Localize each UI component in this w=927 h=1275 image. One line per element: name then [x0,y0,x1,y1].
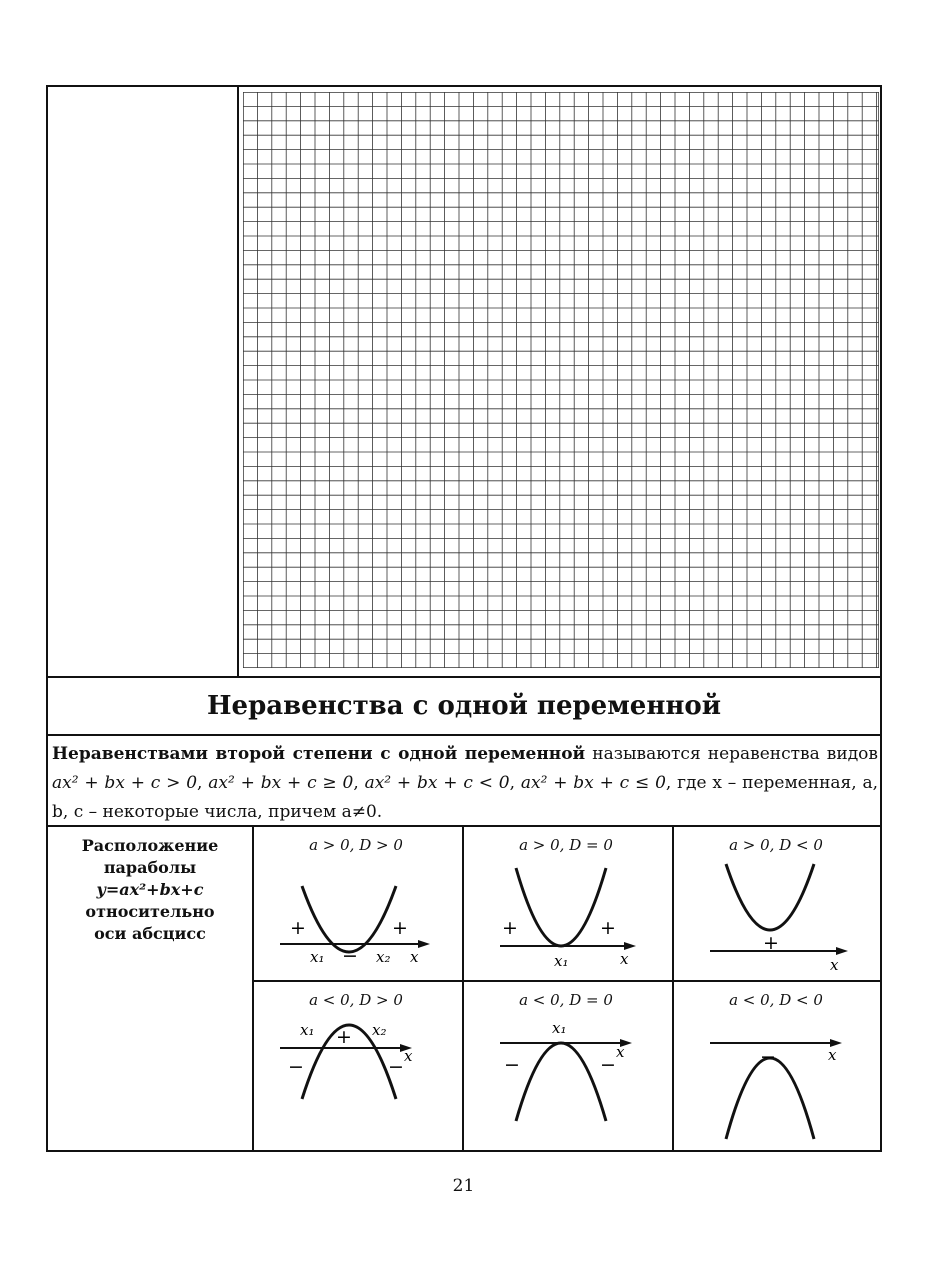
parabola-diagram-2 [464,860,672,978]
parabola-diagram-6 [674,1013,882,1149]
inequality-form-1: ax² + bx + c > 0 [52,773,198,793]
sign-plus: + [763,932,779,954]
axis-label-x: x [828,1046,837,1064]
side-label-formula: y=ax²+bx+c [96,880,204,899]
definition-text-1: называются неравенства видов [585,744,878,764]
root-label-x1: x₁ [554,952,569,970]
sign-plus: + [600,917,616,939]
case-condition-5: a < 0, D = 0 [519,991,613,1009]
inequality-form-2: ax² + bx + c ≥ 0 [208,773,354,793]
grid-left-border [237,85,239,677]
sign-plus: + [336,1026,352,1048]
sign-minus: − [760,1046,776,1068]
parabola-diagram-5 [464,1013,672,1149]
sign-minus: − [288,1056,304,1078]
axis-label-x: x [616,1043,625,1061]
case-condition-6: a < 0, D < 0 [729,991,823,1009]
sign-minus: − [504,1054,520,1076]
sign-plus: + [392,917,408,939]
root-label-x1: x₁ [300,1021,315,1039]
definition-paragraph: Неравенствами второй степени с одной переменной называются неравенства видов ax² + bx + c > 0, ax² + bx + c ≥ 0, ax² + bx + c < 0, ax² + bx + c ≤ 0, где x – переменная, a, b, c – некоторые числа, причем a≠0. [52,744,879,822]
axis-label-x: x [404,1047,413,1065]
parabola-diagram-3 [674,860,882,978]
case-condition-1: a > 0, D > 0 [309,836,403,854]
parabola-diagram-1 [254,860,462,978]
side-label-line: относительно [85,902,215,921]
definition-term: Неравенствами второй степени с одной переменной [52,744,586,764]
heading-bottom-border [46,734,882,736]
case-condition-4: a < 0, D > 0 [309,991,403,1009]
sign-minus: − [600,1054,616,1076]
axis-label-x: x [410,948,419,966]
case-condition-2: a > 0, D = 0 [519,836,613,854]
table-row-divider [252,980,882,982]
sign-minus: − [388,1056,404,1078]
section-heading: Неравенства с одной переменной [206,691,722,721]
inequality-form-4: ax² + bx + c ≤ 0 [520,773,666,793]
side-label-line: параболы [103,858,197,877]
parabola-diagram-4 [254,1013,462,1149]
parabola-position-label [50,835,250,945]
sign-plus: + [290,917,306,939]
axis-label-x: x [830,956,839,974]
sign-minus: − [342,945,358,967]
root-label-x2: x₂ [372,1021,387,1039]
root-label-x1: x₁ [310,948,325,966]
case-condition-3: a > 0, D < 0 [729,836,823,854]
root-label-x1: x₁ [552,1019,567,1037]
definition-text-2: , где x – переменная, a, b, c – некоторые числа, причем a≠0. [52,773,879,822]
side-label-line: Расположение [81,836,219,855]
inequality-form-3: ax² + bx + c < 0 [364,773,510,793]
graph-paper-grid [243,92,879,668]
root-label-x2: x₂ [376,948,391,966]
side-label-line: оси абсцисс [94,924,206,943]
page-number: 21 [452,1176,475,1196]
axis-label-x: x [620,950,629,968]
sign-plus: + [502,917,518,939]
